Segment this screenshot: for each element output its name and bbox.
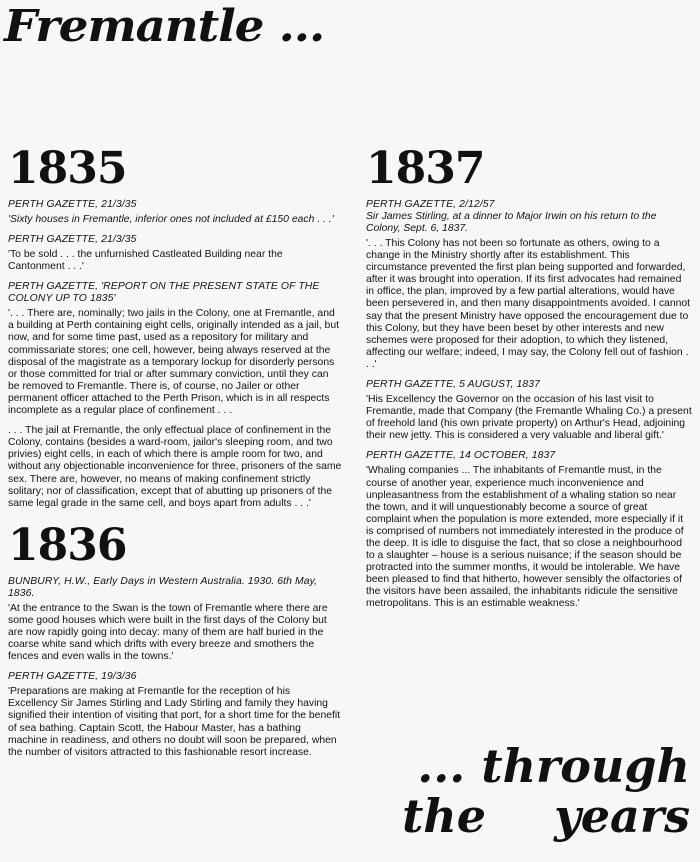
entry-source: PERTH GAZETTE, 19/3/36 [8,671,137,683]
right-column [366,143,692,619]
year-heading-1835: 1835 [8,143,127,194]
entry-quote: 'His Excellency the Governor on the occasion of his last visit to Fremantle, made that Company (the Fremantle Whaling Co.) a present of freehold land (his own private property) on Arthur's Head, adjoining their new jetty. This is considered a very valuable and liberal gift.' [366,394,692,442]
entry [366,199,692,371]
entry-quote: 'Whaling companies ... The inhabitants of Fremantle must, in the course of another year, experience much inconvenience and unpleasantness from the establishment of a whaling station so near the town, and it will unquestionably become a source of great complaint when the population is more extended, more especially if it is comprised of numbers not immediately interested in the produce of the deep. It is idle to disguise the fact, that so close a neighbourhood to a slaughter – house is a serious nuisance; if the season should be protracted into the summer months, it would be intolerable. We have been pleased to find that hitherto, however sensibly the olfactories of the visitors have been assailed, the inhabitants ridicule the sensitive metropolitans. This is an estimable weakness.' [366,465,684,610]
tagline-the: the [402,789,487,843]
page-title: Fremantle ... [4,1,325,52]
entry-quote: 'Preparations are making at Fremantle for the reception of his Excellency Sir James Stirling and Lady Stirling and family they having signified their intention of visiting that port, for a short time for the benefit of sea bathing. Captain Scott, the Habour Master, has a bathing machine in readiness, and others no doubt will soon be prepared, when the number of visitors attracted to this fashionable resort increase. [8,686,341,758]
entry-quote: 'At the entrance to the Swan is the town of Fremantle where there are some good houses which were built in the first days of the Colony but are now rapidly going into decay: many of them are half buried in the coarse white sand which drifts with every breeze and smothers the fences and even walls in the towns.' [8,602,328,663]
tagline-years: years [554,789,690,843]
entry [366,379,692,442]
entry-quote: 'Sixty houses in Fremantle, inferior ones not included at £150 each . . .' [8,214,334,225]
entry-source: PERTH GAZETTE, 14 OCTOBER, 1837 [366,450,556,462]
entry-source: PERTH GAZETTE, 21/3/35 [8,234,137,246]
entry [8,671,342,759]
entry-note: Sir James Stirling, at a dinner to Major Irwin on his return to the Colony, Sept. 6, 1837. [366,211,657,234]
entry-quote: '. . . This Colony has not been so fortunate as others, owing to a change in the Ministry shortly after its establishment. This circumstance prevented the first plan being supported and forwarded, after it was brought into operation. If its first advocates had remained in office, the plan, improved by a few partial alterations, would have been persevered in, and then many disappointments avoided. I cannot say that the present Ministry have opposed the encouragement due to this Colony, but they have been beset by other interests and new schemes were proposed for their adoption, to which they listened, affecting our welfare; indeed, I may say, the Colony fell out of fashion . . .' [366,238,691,370]
entry [8,576,342,663]
entry-source: PERTH GAZETTE, 'REPORT ON THE PRESENT STATE OF THE COLONY UP TO 1835' [8,281,320,305]
entry-source: PERTH GAZETTE, 5 AUGUST, 1837 [366,379,541,391]
entry [8,281,342,510]
tagline-through: ... through [417,739,690,793]
entry-source: BUNBURY, H.W., Early Days in Western Australia. 1930. 6th May, 1836. [8,575,318,599]
entry [366,450,692,610]
year-heading-1836: 1836 [8,519,127,571]
entry-quote: '. . . There are, nominally; two jails in the Colony, one at Fremantle, and a building at Perth containing eight cells, originally intended as a jail, but now, and for some time past, used as a repository for military and commissariate stores; one cell, however, being always reserved at the disposal of the magistrate as a temporary lockup for disorderly persons or those committed for trial or after summary conviction, until they can be removed to Fremantle. There is, of course, no Jailer or other permanent officer attached to the Perth Prison, which is in all respects incomplete as a regular place of confinement . . . [8,308,339,417]
year-heading-1837: 1837 [366,143,485,194]
entry-quote: 'To be sold . . . the unfurnished Castleated Building near the Cantonment . . .' [8,249,283,273]
entry-source: PERTH GAZETTE, 21/3/35 [8,199,137,210]
tagline-the-years [402,790,690,842]
left-column [8,143,342,767]
entry-source: PERTH GAZETTE, 2/12/57 [366,199,495,210]
entry-quote: . . . The jail at Fremantle, the only effectual place of confinement in the Colony, contains (besides a ward-room, jailor's sleeping room, and two privies) eight cells, in each of which there is ample room for two, and without any objectionable inconvenience for three, prisoners of the same sex. There are, however, no means of making confinement strictly solitary; nor of classification, except that of abutting up prisoners of the same legal grade in the same cell, and boys apart from adults . . .' [8,425,342,509]
entry [8,234,342,273]
entry [8,199,342,226]
